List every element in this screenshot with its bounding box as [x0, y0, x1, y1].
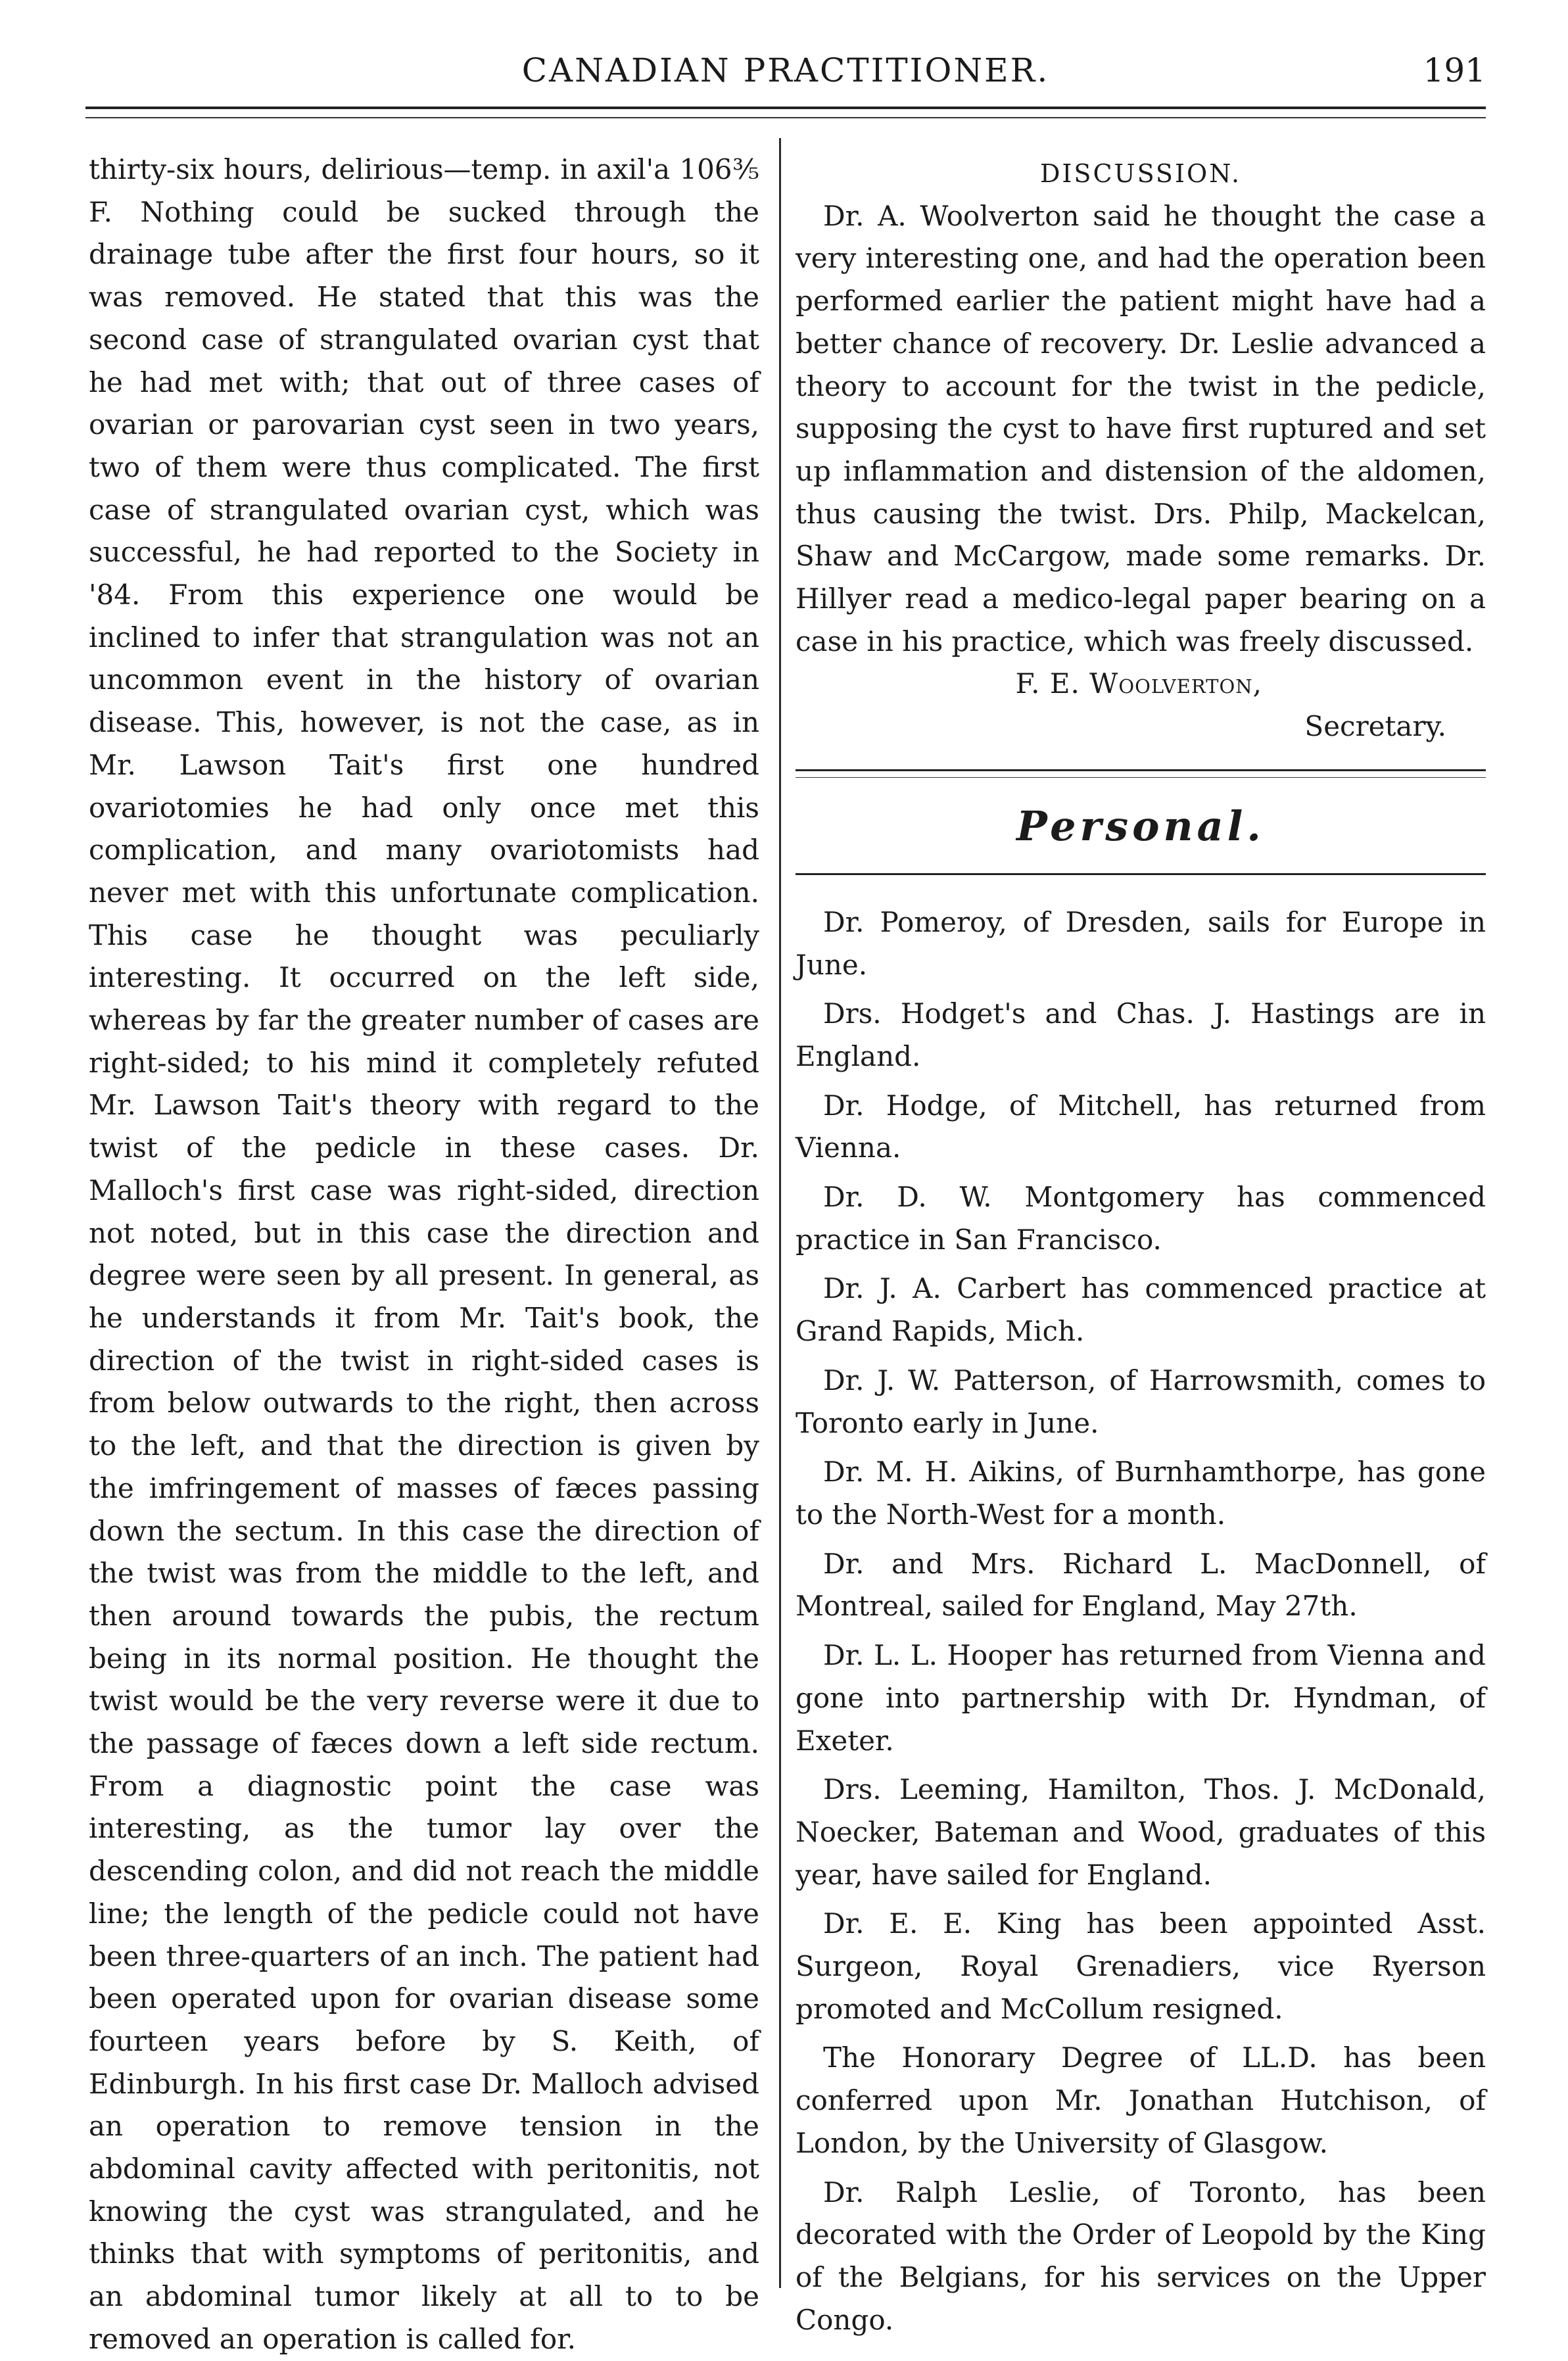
personal-item: Dr. D. W. Montgomery has commenced practice in San Francisco. — [796, 1181, 1486, 1256]
header-rule-thin — [85, 117, 1486, 118]
page-header — [79, 51, 1492, 104]
page-number: 191 — [1423, 51, 1486, 89]
signature-title: Secretary. — [1304, 710, 1446, 743]
personal-item: Dr. Hodge, of Mitchell, has returned from Vienna. — [796, 1089, 1486, 1164]
section-separator — [796, 764, 1486, 790]
personal-item: Dr. L. L. Hooper has returned from Vienna and gone into partnership with Dr. Hyndman, of Exeter. — [796, 1639, 1486, 1757]
personal-item: Drs. Leeming, Hamilton, Thos. J. McDonald, Noecker, Bateman and Wood, graduates of this year, have sailed for England. — [796, 1773, 1486, 1891]
discussion-heading: DISCUSSION. — [1039, 159, 1242, 188]
running-title: CANADIAN PRACTITIONER. — [521, 51, 1050, 89]
right-column — [796, 149, 1486, 2348]
separator-rule-thick — [796, 769, 1486, 771]
separator-rule-thin — [796, 777, 1486, 778]
personal-item: Dr. Ralph Leslie, of Toronto, has been decorated with the Order of Leopold by the King of the Belgians, for his services on the Upper Congo. — [796, 2176, 1486, 2336]
personal-item: Dr. J. W. Patterson, of Harrowsmith, comes to Toronto early in June. — [796, 1364, 1486, 1439]
header-rule-thick — [85, 107, 1486, 109]
personal-section-heading: Personal. — [1016, 801, 1265, 850]
personal-item: Dr. E. E. King has been appointed Asst. Surgeon, Royal Grenadiers, vice Ryerson promoted and McCollum resigned. — [796, 1907, 1486, 2025]
left-column-paragraph: thirty-six hours, delirious—temp. in axil'a 106⅗ F. Nothing could be sucked through the drainage tube after the first four hours, so it was removed. He stated that this was the second case of strangulated ovarian cyst that he had met with; that out of three cases of ovarian or parovarian cyst seen in two years, two of them were thus complicated. The first case of strangulated ovarian cyst, which was successful, he had reported to the Society in '84. From this experience one would be inclined to infer that strangulation was not an uncommon event in the history of ovarian disease. This, however, is not the case, as in Mr. Lawson Tait's first one hundred ovariotomies he had only once met this complication, and many ovariotomists had never met with this unfortunate complication. This case he thought was peculiarly interesting. It occurred on the left side, whereas by far the greater number of cases are right-sided; to his mind it completely refuted Mr. Lawson Tait's theory with regard to the twist of the pedicle in these cases. Dr. Malloch's first case was right-sided, direction not noted, but in this case the direction and degree were seen by all present. In general, as he understands it from Mr. Tait's book, the direction of the twist in right-sided cases is from below outwards to the right, then across to the left, and that the direction is given by the imfringement of masses of fæces passing down the sectum. In this case the direction of the twist was from the middle to the left, and then around towards the pubis, the rectum being in its normal position. He thought the twist would be the very reverse were it due to the passage of fæces down a left side rectum. From a diagnostic point the case was interesting, as the tumor lay over the descending colon, and did not reach the middle line; the length of the pedicle could not have been three-quarters of an inch. The patient had been operated upon for ovarian disease some fourteen years before by S. Keith, of Edinburgh. In his first case Dr. Malloch advised an operation to remove tension in the abdominal cavity affected with peritonitis, not knowing the cyst was strangulated, and he thinks that with symptoms of peritonitis, and an abdominal tumor likely at all to to be removed an operation is called for. — [89, 153, 759, 2355]
personal-item: Dr. J. A. Carbert has commenced practice at Grand Rapids, Mich. — [796, 1272, 1486, 1348]
left-column — [89, 149, 759, 2361]
personal-item: The Honorary Degree of LL.D. has been conferred upon Mr. Jonathan Hutchison, of London, by the University of Glasgow. — [796, 2041, 1486, 2159]
personal-item: Dr. and Mrs. Richard L. MacDonnell, of Montreal, sailed for England, May 27th. — [796, 1547, 1486, 1623]
personal-item: Dr. Pomeroy, of Dresden, sails for Europe in June. — [796, 905, 1486, 981]
column-divider — [779, 138, 781, 2288]
discussion-paragraph: Dr. A. Woolverton said he thought the case a very interesting one, and had the operation been performed earlier the patient might have had a better chance of recovery. Dr. Leslie advanced a theory to account for the twist in the pedicle, supposing the cyst to have first ruptured and set up inflammation and distension of the aldomen, thus causing the twist. Drs. Philp, Mackelcan, Shaw and McCargow, made some remarks. Dr. Hillyer read a medico-legal paper bearing on a case in his practice, which was freely discussed. — [796, 199, 1486, 657]
signature-name: F. E. Woolverton, — [1015, 667, 1262, 700]
section-heading-rule — [796, 873, 1486, 875]
personal-item: Dr. M. H. Aikins, of Burnhamthorpe, has gone to the North-West for a month. — [796, 1456, 1486, 1531]
personal-item: Drs. Hodget's and Chas. J. Hastings are in England. — [796, 997, 1486, 1072]
